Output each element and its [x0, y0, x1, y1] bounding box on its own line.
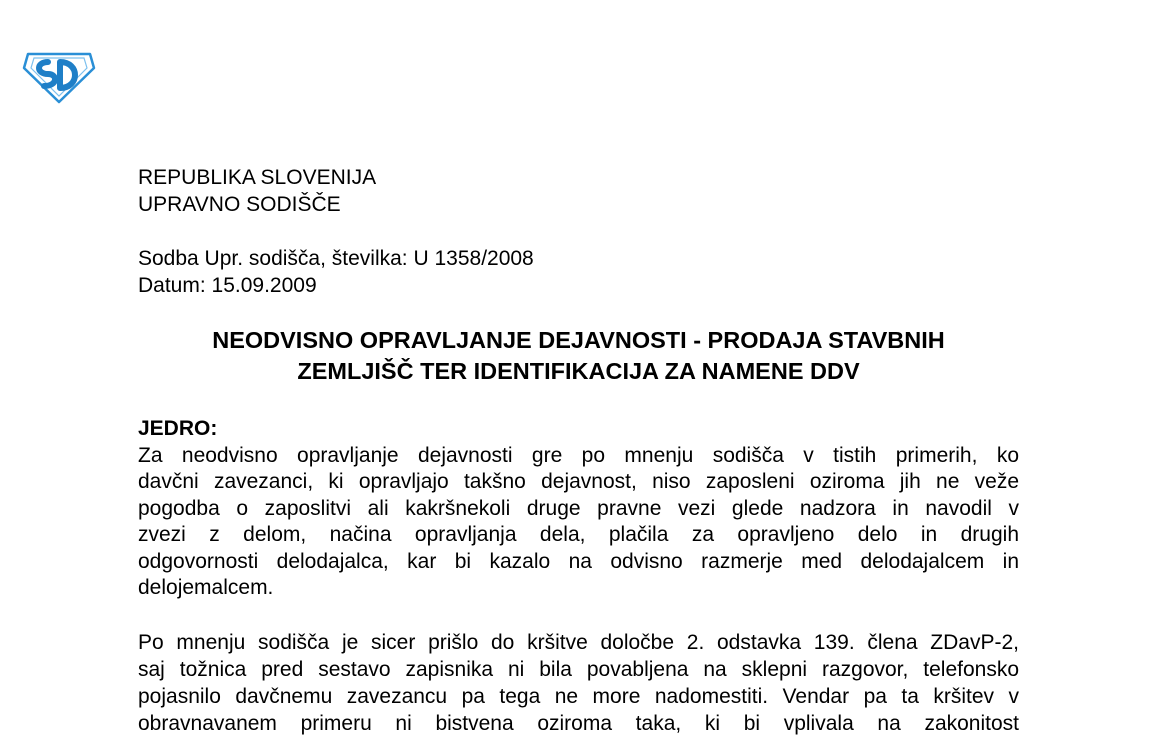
paragraph-line: obravnavanem primeru ni bistvena oziroma taka, ki bi vplivala na zakonitost: [138, 712, 1019, 735]
core-line: zvezi z delom, načina opravljanja dela, plačila za opravljeno delo in drugih: [138, 523, 1019, 546]
judgment-date: Datum: 15.09.2009: [138, 273, 317, 297]
core-section: [138, 416, 1019, 602]
core-line: odgovornosti delodajalca, kar bi kazalo na odvisno razmerje med delodajalcem in: [138, 549, 1019, 573]
paragraph-line: saj tožnica pred sestavo zapisnika ni bila povabljena na sklepni razgovor, telefonsko: [138, 658, 1019, 681]
core-line: davčni zavezanci, ki opravljajo takšno dejavnost, niso zaposleni oziroma jih ne veže: [138, 470, 1019, 493]
core-line: Za neodvisno opravljanje dejavnosti gre po mnenju sodišča v tistih primerih, ko: [138, 443, 1019, 467]
core-label: JEDRO:: [138, 417, 218, 440]
court-name: UPRAVNO SODIŠČE: [138, 192, 341, 216]
country-name: REPUBLIKA SLOVENIJA: [138, 166, 377, 189]
judgment-number: Sodba Upr. sodišča, številka: U 1358/2008: [138, 247, 534, 270]
paragraph-line: pojasnilo davčnemu zavezancu pa tega ne more nadomestiti. Vendar pa ta kršitev v: [138, 685, 1019, 708]
core-line: delojemalcem.: [138, 576, 274, 599]
court-logo: [22, 50, 96, 104]
title-line-1: NEODVISNO OPRAVLJANJE DEJAVNOSTI - PRODAJA STAVBNIH: [212, 327, 945, 353]
body-paragraph: [138, 629, 1019, 737]
judgment-meta: [138, 246, 534, 299]
core-line: pogodba o zaposlitvi ali kakršnekoli druge pravne vezi glede nadzora in navodil v: [138, 496, 1019, 520]
document-title: [138, 325, 1019, 387]
court-header: [138, 165, 376, 218]
paragraph-line: Po mnenju sodišča je sicer prišlo do kršitve določbe 2. odstavka 139. člena ZDavP-2,: [138, 631, 1019, 654]
court-logo-icon: [22, 50, 96, 104]
title-line-2: ZEMLJIŠČ TER IDENTIFIKACIJA ZA NAMENE DDV: [297, 358, 860, 384]
